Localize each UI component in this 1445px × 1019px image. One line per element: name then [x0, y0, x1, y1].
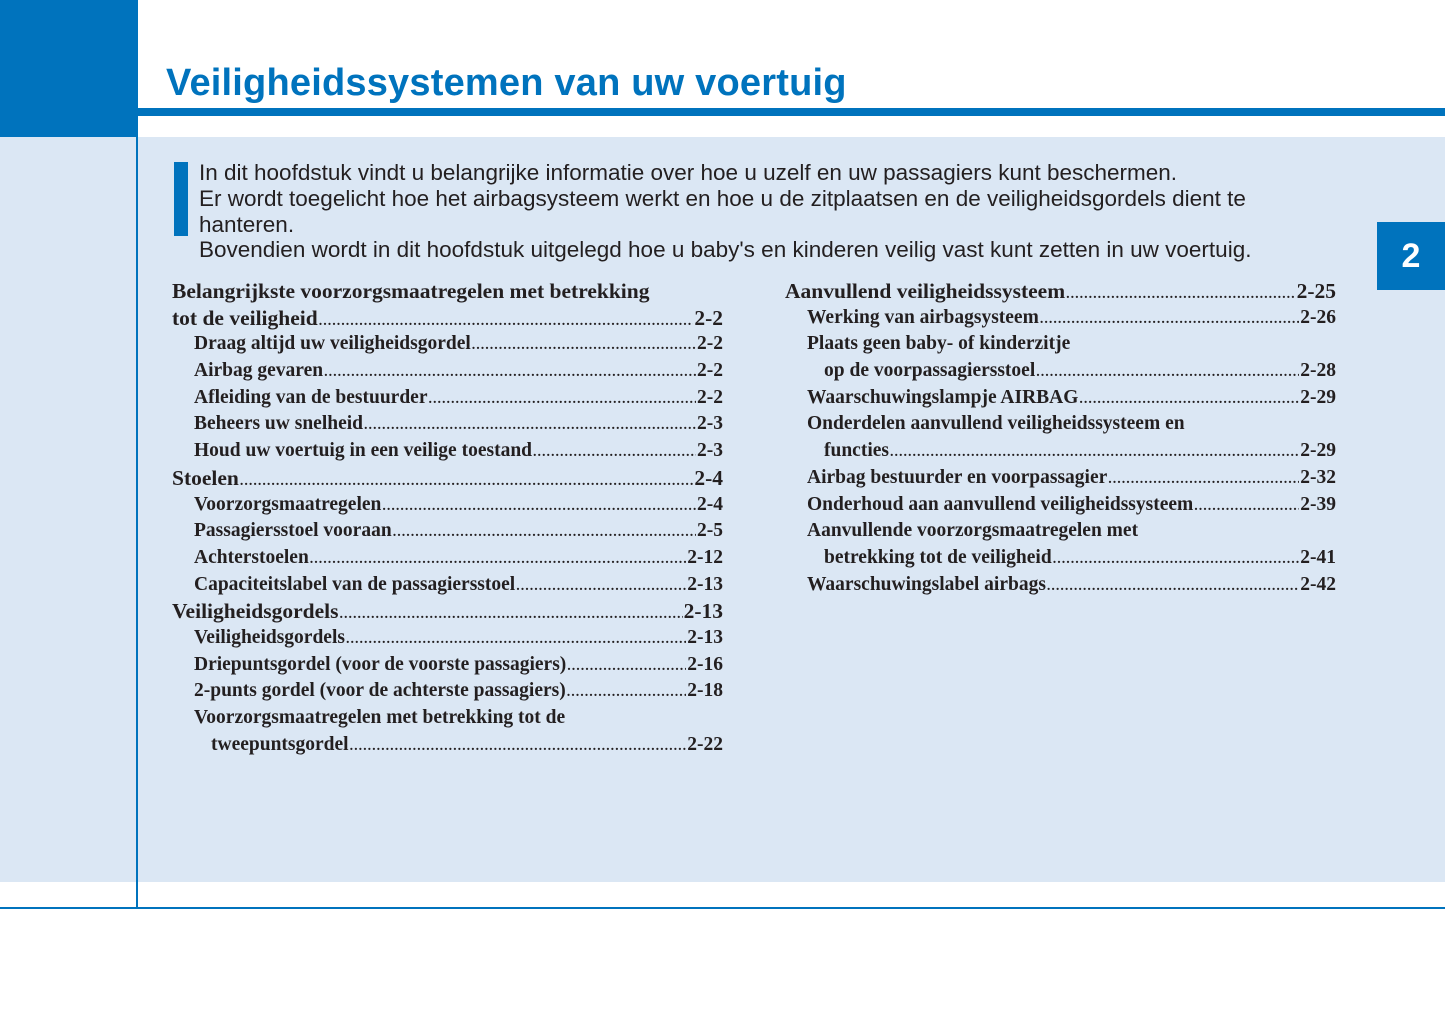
toc-row: [172, 572, 723, 599]
toc-entry-label: Veiligheidsgordels: [172, 599, 339, 624]
toc-row: [172, 598, 723, 625]
toc-row: [172, 732, 723, 759]
intro-accent-bar: [174, 162, 188, 236]
toc-entry[interactable]: [172, 492, 723, 519]
toc-page-number: 2-29: [1300, 386, 1336, 408]
toc-row: [172, 438, 723, 465]
toc-row: [172, 358, 723, 385]
toc-entry-label: Achterstoelen: [194, 546, 309, 568]
toc-entry[interactable]: [785, 518, 1336, 571]
leader-dots: [472, 333, 696, 360]
toc-row: [785, 385, 1336, 412]
toc-page-number: 2-3: [697, 413, 723, 435]
toc-entry-label: Plaats geen baby- of kinderzitje: [807, 333, 1071, 355]
toc-entry[interactable]: [172, 331, 723, 358]
toc-row: [172, 385, 723, 412]
toc-page-number: 2-29: [1300, 440, 1336, 462]
toc-page-number: 2-28: [1300, 360, 1336, 382]
toc-entry-label: Waarschuwingslampje AIRBAG: [807, 386, 1079, 408]
toc-entry[interactable]: [172, 278, 723, 331]
toc-entry-label: Capaciteitslabel van de passagiersstoel: [194, 573, 516, 595]
toc-entry-label: Werking van airbagsysteem: [807, 306, 1039, 328]
toc-page-number: 2-13: [683, 599, 723, 624]
leader-dots: [339, 602, 682, 629]
toc-page-number: 2-13: [687, 626, 723, 648]
toc-entry[interactable]: [172, 465, 723, 492]
toc-page-number: 2-4: [694, 465, 723, 490]
toc-page-number: 2-2: [697, 360, 723, 382]
toc-entry-label: Belangrijkste voorzorgsmaatregelen met betrekking: [172, 279, 650, 303]
chapter-tab[interactable]: 2: [1377, 222, 1445, 290]
toc-page-number: 2-41: [1300, 546, 1336, 568]
toc-entry[interactable]: [172, 678, 723, 705]
leader-dots: [346, 627, 686, 654]
toc-entry-label-continued: functies: [824, 440, 889, 462]
toc-left-column: [172, 278, 723, 758]
toc-row: [172, 625, 723, 652]
toc-entry[interactable]: [172, 705, 723, 758]
toc-row: [785, 331, 1336, 358]
leader-dots: [393, 520, 696, 547]
toc-row: [172, 492, 723, 519]
toc-entry[interactable]: [785, 331, 1336, 384]
toc-row: [785, 518, 1336, 545]
toc-entry[interactable]: [785, 465, 1336, 492]
leader-dots: [516, 574, 686, 601]
toc-row: [172, 278, 723, 305]
toc-page-number: 2-12: [687, 546, 723, 568]
toc-entry[interactable]: [785, 572, 1336, 599]
toc-page-number: 2-2: [697, 333, 723, 355]
toc-row: [172, 331, 723, 358]
toc-entry[interactable]: [172, 625, 723, 652]
toc-row: [785, 572, 1336, 599]
toc-row: [172, 678, 723, 705]
intro-line: Er wordt toegelicht hoe het airbagsysteem werkt en hoe u de zitplaatsen en de veiligheidsgordels dient te: [199, 185, 1246, 211]
toc-page-number: 2-13: [687, 573, 723, 595]
toc-entry-label: 2-punts gordel (voor de achterste passagiers): [194, 680, 566, 702]
toc-entry[interactable]: [172, 438, 723, 465]
toc-entry[interactable]: [785, 411, 1336, 464]
toc-row: [785, 545, 1336, 572]
leader-dots: [428, 387, 696, 414]
toc-entry[interactable]: [785, 385, 1336, 412]
toc-entry[interactable]: [172, 358, 723, 385]
toc-page-number: 2-22: [687, 733, 723, 755]
toc-entry[interactable]: [172, 572, 723, 599]
toc-entry[interactable]: [785, 278, 1336, 305]
toc-entry-label: Airbag bestuurder en voorpassagier: [807, 466, 1108, 488]
toc-page-number: 2-3: [697, 440, 723, 462]
margin-divider: [136, 137, 138, 909]
toc-entry-label: Voorzorgsmaatregelen: [194, 493, 382, 515]
toc-page-number: 2-4: [697, 493, 723, 515]
leader-dots: [310, 547, 686, 574]
toc-entry[interactable]: [172, 652, 723, 679]
leader-dots: [382, 494, 696, 521]
intro-line: hanteren.: [199, 211, 295, 237]
toc-entry-label: Waarschuwingslabel airbags: [807, 573, 1046, 595]
bottom-divider: [0, 907, 1445, 909]
toc-page-number: 2-26: [1300, 306, 1336, 328]
toc-entry[interactable]: [785, 305, 1336, 332]
toc-entry-label: Draag altijd uw veiligheidsgordel: [194, 333, 471, 355]
toc-entry-label: Driepuntsgordel (voor de voorste passagiers): [194, 653, 567, 675]
leader-dots: [1047, 574, 1299, 601]
leader-dots: [350, 734, 687, 761]
toc-entry-label: Afleiding van de bestuurder: [194, 386, 428, 408]
leader-dots: [1066, 282, 1295, 309]
toc-entry-label: Aanvullend veiligheidssysteem: [785, 279, 1066, 303]
toc-row: [785, 438, 1336, 465]
toc-row: [172, 518, 723, 545]
leader-dots: [1040, 307, 1299, 334]
toc-entry-label-continued: betrekking tot de veiligheid: [824, 546, 1052, 568]
toc-entry-label: Veiligheidsgordels: [194, 626, 345, 648]
toc-row: [785, 305, 1336, 332]
toc-entry-label: Aanvullende voorzorgsmaatregelen met: [807, 520, 1139, 542]
toc-entry[interactable]: [785, 492, 1336, 519]
leader-dots: [1036, 360, 1299, 387]
toc-page-number: 2-32: [1300, 466, 1336, 488]
toc-entry-label-continued: tot de veiligheid: [172, 305, 318, 330]
toc-row: [172, 465, 723, 492]
leader-dots: [1194, 494, 1299, 521]
corner-block: [0, 0, 138, 137]
toc-page-number: 2-16: [687, 653, 723, 675]
intro-line: In dit hoofdstuk vindt u belangrijke informatie over hoe u uzelf en uw passagiers kunt beschermen.: [199, 160, 1178, 185]
toc-page-number: 2-25: [1296, 279, 1336, 303]
toc-page-number: 2-2: [697, 386, 723, 408]
toc-entry[interactable]: [172, 411, 723, 438]
leader-dots: [1108, 467, 1299, 494]
toc-entry-label-continued: op de voorpassagiersstoel: [824, 360, 1036, 382]
toc-entry-label: Airbag gevaren: [194, 360, 324, 382]
toc-entry-label-continued: tweepuntsgordel: [211, 733, 349, 755]
toc-row: [172, 305, 723, 332]
intro-text: [199, 160, 1339, 263]
leader-dots: [324, 360, 696, 387]
toc-entry[interactable]: [172, 545, 723, 572]
toc-row: [172, 411, 723, 438]
toc-entry-label: Voorzorgsmaatregelen met betrekking tot de: [194, 707, 566, 728]
toc-row: [785, 358, 1336, 385]
toc-page-number: 2-5: [697, 520, 723, 542]
toc-page-number: 2-39: [1300, 493, 1336, 515]
toc-entry-label: Beheers uw snelheid: [194, 413, 364, 435]
left-margin-panel: [0, 137, 137, 882]
toc-entry[interactable]: [172, 385, 723, 412]
toc-row: [172, 545, 723, 572]
title-rule: [138, 108, 1445, 116]
toc-entry-label: Stoelen: [172, 465, 239, 490]
leader-dots: [890, 440, 1299, 467]
intro-line: Bovendien wordt in dit hoofdstuk uitgelegd hoe u baby's en kinderen veilig vast kunt zetten in uw voertuig.: [199, 237, 1252, 263]
toc-row: [172, 652, 723, 679]
leader-dots: [533, 440, 696, 467]
toc-entry-label: Onderdelen aanvullend veiligheidssysteem en: [807, 413, 1185, 435]
toc-entry[interactable]: [172, 598, 723, 625]
toc-row: [785, 492, 1336, 519]
toc-page-number: 2-2: [694, 305, 723, 330]
leader-dots: [364, 413, 696, 440]
leader-dots: [567, 680, 687, 707]
toc-entry-label: Onderhoud aan aanvullend veiligheidssysteem: [807, 493, 1194, 515]
leader-dots: [1079, 387, 1299, 414]
toc-row: [172, 705, 723, 732]
toc-page-number: 2-18: [687, 680, 723, 702]
toc-row: [785, 411, 1336, 438]
toc-right-column: [785, 278, 1336, 598]
toc-row: [785, 278, 1336, 305]
toc-row: [785, 465, 1336, 492]
toc-page-number: 2-42: [1300, 573, 1336, 595]
leader-dots: [1053, 547, 1300, 574]
toc-entry[interactable]: [172, 518, 723, 545]
toc-entry-label: Houd uw voertuig in een veilige toestand: [194, 440, 533, 462]
leader-dots: [567, 654, 686, 681]
page-title: Veiligheidssystemen van uw voertuig: [166, 62, 847, 104]
toc-entry-label: Passagiersstoel vooraan: [194, 520, 392, 542]
